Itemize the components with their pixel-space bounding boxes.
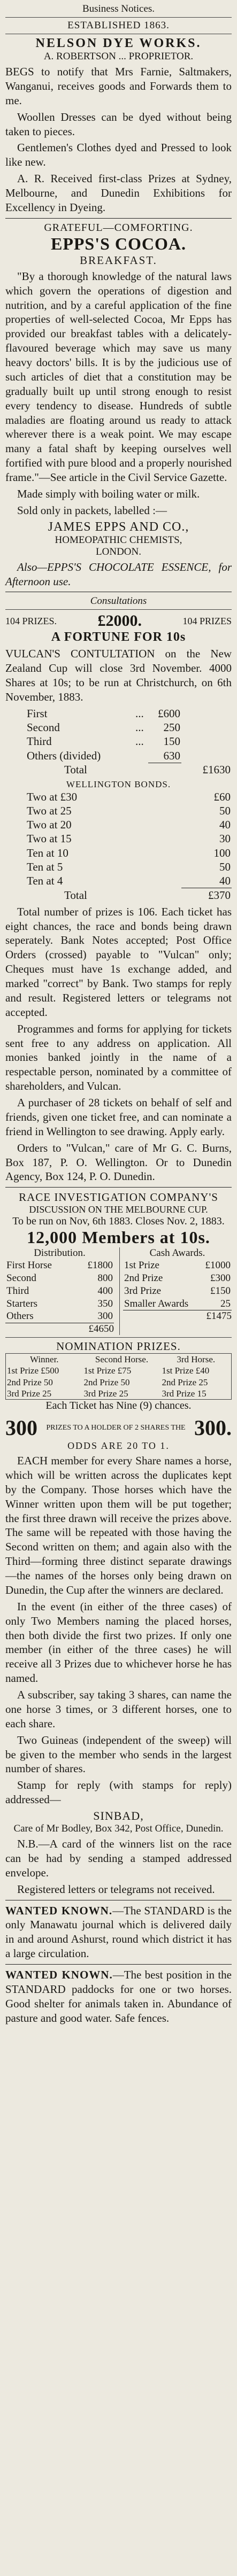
race-nb-2: Registered letters or telegrams not received.: [17, 1882, 215, 1896]
race-members: 12,000 Members at 10s.: [27, 1228, 210, 1247]
race-head: RACE INVESTIGATION COMPANY'S: [19, 1191, 218, 1204]
col-header: 3rd Horse.: [177, 1354, 216, 1364]
wanted-known-ad-2: [5, 1968, 232, 2026]
row-dots: ...: [135, 735, 144, 748]
dist-label: Others: [6, 1310, 34, 1322]
right-table: [123, 1259, 232, 1310]
consult-intro: VULCAN'S CONTULTATION on the New Zealand Cup will close 3rd November. 4000 Shares at 10s; to be run at Christchurch, on 6th November, 1883.: [5, 647, 232, 703]
table-row: [5, 818, 232, 832]
divider: [5, 1187, 232, 1188]
dye-proprietor: A. ROBERTSON ... PROPRIETOR.: [43, 51, 194, 62]
bonds-total-table: [5, 888, 232, 902]
prize300-line: [5, 1415, 232, 1440]
total-label: Total: [64, 763, 87, 777]
right-head: Cash Awards.: [149, 1247, 205, 1259]
consult-prize-line: [5, 612, 232, 630]
table-row: [123, 1259, 232, 1272]
bonds-table: [5, 790, 232, 888]
table-row: [5, 720, 232, 734]
table-row: [5, 749, 232, 763]
race-sig: SINBAD,: [93, 1809, 144, 1822]
bonds-total-label: Total: [64, 888, 87, 902]
left-head: Distribution.: [34, 1247, 86, 1259]
bonds-heading: WELLINGTON BONDS.: [66, 779, 171, 789]
dye-title: NELSON DYE WORKS.: [35, 36, 202, 50]
race-sub: DISCUSSION ON THE MELBOURNE CUP.: [29, 1204, 208, 1215]
bond-amount: £60: [213, 790, 231, 803]
table-row: [5, 1285, 114, 1298]
table-row: [6, 1365, 232, 1376]
race-sig-2: Care of Mr Bodley, Box 342, Post Office, Dunedin.: [13, 1823, 224, 1834]
nom-cell: 3rd Prize 15: [162, 1388, 207, 1399]
bonds-total-amount: £370: [181, 888, 232, 903]
nine-chances: Each Ticket has Nine (9) chances.: [45, 1400, 192, 1411]
bond-label: Ten at 5: [27, 860, 63, 873]
race-investigation-ad: [5, 1191, 232, 1896]
prizes-left: 104 PRIZES.: [5, 615, 57, 626]
consult-section-head: Consultations: [90, 595, 147, 607]
epps-chemists: HOMEOPATHIC CHEMISTS,: [55, 534, 182, 546]
dist-amount: 300: [97, 1310, 113, 1322]
table-row: [123, 1272, 232, 1285]
bond-label: Ten at 4: [27, 874, 63, 888]
nom-cell: 2nd Prize 50: [83, 1377, 130, 1387]
left-total: £4650: [5, 1323, 114, 1335]
divider: [5, 1337, 232, 1338]
nom-cell: 2nd Prize 50: [7, 1377, 53, 1387]
bond-amount: 40: [219, 818, 231, 832]
award-label: 3rd Prize: [124, 1285, 162, 1297]
race-body-4: Two Guineas (independent of the sweep) will be given to the member who sends in the largest number of shares.: [5, 1733, 232, 1775]
race-distribution: [5, 1247, 232, 1335]
wanted-head-2: WANTED KNOWN.: [5, 1968, 113, 1981]
award-amount: 25: [220, 1298, 231, 1309]
dye-works-ad: [5, 36, 232, 215]
consult-prize-table: [5, 707, 232, 777]
table-row: [6, 1377, 232, 1388]
col-header: Second Horse.: [95, 1354, 149, 1364]
odds: ODDS ARE 20 TO 1.: [67, 1440, 170, 1451]
wanted-body-1: —The STANDARD is the only Manawatu journal which is delivered daily in and around Ashurst, round which district it has a large circulation.: [5, 1904, 232, 1960]
table-row: [5, 860, 232, 874]
table-row: [5, 1310, 114, 1323]
row-dots: ...: [135, 721, 144, 734]
consult-body-3: A purchaser of 28 tickets on behalf of self and friends, given one ticket free, and can nominate a friend in Wellington to see drawing. Apply early.: [5, 1096, 232, 1138]
race-body-3: A subscriber, say taking 3 shares, can name the one horse 3 times, or 3 different horses, one to each share.: [5, 1688, 232, 1730]
row-dots: ...: [135, 707, 144, 720]
table-row: [6, 1388, 232, 1400]
table-row: [5, 1272, 114, 1285]
table-row: [5, 804, 232, 818]
table-row: [123, 1285, 232, 1298]
epps-title: EPPS'S COCOA.: [50, 234, 187, 253]
epps-made: Made simply with boiling water or milk.: [17, 487, 200, 500]
award-amount: £300: [210, 1273, 231, 1284]
dist-amount: 400: [97, 1285, 113, 1297]
divider: [5, 1964, 232, 1965]
epps-subtitle: BREAKFAST.: [80, 253, 157, 267]
dye-para-3: Gentlemen's Clothes dyed and Pressed to look like new.: [5, 141, 232, 169]
established-line: ESTABLISHED 1863.: [67, 20, 170, 31]
row-amount: 250: [163, 721, 180, 734]
race-body-1: EACH member for every Share names a horse, which will be written across the duplicates kept by the Company. Those horses which have the Winner written upon them will be put together; the first three drawn will receive the prizes above. The same will be repeated with those having the Second written on them; and again also with the Third—forming three distinct separate drawings—the names of the horses only being drawn on Dunedin, the Cup after the winners are declared.: [5, 1454, 232, 1596]
table-row: [5, 763, 232, 777]
prize300-right: 300.: [194, 1416, 232, 1440]
bond-amount: 40: [219, 874, 231, 888]
dye-para-2: Woollen Dresses can be dyed without being taken to pieces.: [5, 110, 232, 138]
wanted-head-1: WANTED KNOWN.: [5, 1904, 113, 1917]
epps-sold: Sold only in packets, labelled :—: [17, 503, 167, 517]
award-amount: £1000: [205, 1260, 231, 1271]
row-label: Second: [27, 721, 60, 734]
row-label: Third: [27, 735, 52, 748]
nom-cell: 1st Prize £40: [162, 1365, 210, 1376]
nom-cell: 1st Prize £75: [83, 1365, 132, 1376]
table-row: [5, 790, 232, 804]
distribution-right: [119, 1247, 232, 1335]
bond-amount: 50: [219, 804, 231, 817]
nom-cell: 3rd Prize 25: [7, 1388, 52, 1399]
row-amount: 630: [148, 749, 181, 763]
row-amount: £600: [158, 707, 180, 720]
bond-label: Two at 15: [27, 832, 72, 845]
dye-para-4: A. R. Received first-class Prizes at Sydney, Melbourne, and Dunedin Exhibitions for Excellency in Dyeing.: [5, 172, 232, 214]
epps-body: "By a thorough knowledge of the natural laws which govern the operations of digestion and nutrition, and by a careful application of the fine properties of well-selected Cocoa, Mr Epps has provided our breakfast tables with a delicately-flavoured beverage which may save us many heavy doctors' bills. It is by the judicious use of such articles of diet that a constitution may be gradually built up until strong enough to resist every tendency to disease. Hundreds of subtle maladies are floating around us ready to attack wherever there is a weak point. We may escape many a fatal shaft by keeping ourselves well fortified with pure blood and a properly nourished frame."—See article in the Civil Service Gazette.: [5, 269, 232, 484]
dist-label: Third: [6, 1285, 29, 1297]
race-text: To be run on Nov, 6th 1883. Closes Nov. 2, 1883.: [12, 1215, 225, 1228]
consultation-ad: [5, 595, 232, 1184]
dist-label: First Horse: [6, 1260, 52, 1271]
epps-cocoa-ad: [5, 222, 232, 589]
section-heading: Business Notices.: [82, 3, 155, 14]
table-header-row: [6, 1354, 232, 1365]
row-amount: 150: [163, 735, 180, 748]
epps-city: LONDON.: [96, 546, 141, 557]
nom-head: NOMINATION PRIZES.: [56, 1340, 181, 1353]
award-amount: £150: [210, 1285, 231, 1297]
nom-cell: 2nd Prize 25: [162, 1377, 208, 1387]
dist-amount: 800: [97, 1273, 113, 1284]
bond-amount: 50: [219, 860, 231, 873]
row-label: First: [27, 707, 48, 720]
distribution-left: [5, 1247, 114, 1335]
nomination-table: [5, 1353, 232, 1400]
table-row: [5, 888, 232, 903]
bond-amount: 100: [213, 846, 231, 859]
dist-amount: 350: [97, 1298, 113, 1309]
bond-label: Two at 25: [27, 804, 72, 817]
table-row: [5, 1298, 114, 1310]
consult-body-4: Orders to "Vulcan," care of Mr G. C. Burns, Box 187, P. O. Wellington. Or to Dunedin Agency, Box 124, P. O. Dunedin.: [5, 1141, 232, 1183]
prizes-right: 104 PRIZES: [182, 615, 232, 626]
nom-cell: 3rd Prize 25: [83, 1388, 128, 1399]
row-label: Others (divided): [27, 749, 101, 762]
divider: [5, 609, 232, 610]
table-row: [5, 832, 232, 845]
bond-label: Two at £30: [27, 790, 78, 803]
wanted-known-ad-1: [5, 1904, 232, 1961]
dist-label: Second: [6, 1273, 36, 1284]
dist-label: Starters: [6, 1298, 38, 1309]
fortune-line: A FORTUNE FOR 10s: [51, 630, 186, 645]
award-label: 2nd Prize: [124, 1273, 163, 1284]
epps-tagline: GRATEFUL—COMFORTING.: [44, 221, 193, 234]
table-row: [5, 707, 232, 720]
right-total: £1475: [123, 1310, 232, 1322]
table-row: [5, 874, 232, 888]
nom-cell: 1st Prize £500: [7, 1365, 59, 1376]
bond-label: Ten at 10: [27, 846, 68, 859]
consult-body-2: Programmes and forms for applying for tickets sent free to any address on application. All monies banked jointly in the name of a respectable person, nominated by a committee of shareholders, and Vulcan.: [5, 1022, 232, 1093]
epps-also: Also—EPPS'S CHOCOLATE ESSENCE, for Afternoon use.: [5, 560, 232, 588]
prize300-mid: PRIZES TO A HOLDER OF 2 SHARES THE: [46, 1423, 186, 1432]
race-body-5: Stamp for reply (with stamps for reply) addressed—: [5, 1779, 232, 1806]
epps-firm: JAMES EPPS AND CO.,: [48, 519, 189, 534]
table-row: [123, 1298, 232, 1310]
row-dots: [134, 749, 148, 763]
award-label: 1st Prize: [124, 1260, 159, 1271]
prize300-left: 300: [5, 1416, 37, 1440]
table-row: [5, 1259, 114, 1272]
dist-amount: £1800: [87, 1260, 113, 1271]
bond-amount: 30: [219, 832, 231, 845]
divider: [5, 17, 232, 18]
table-row: [5, 846, 232, 860]
left-table: [5, 1259, 114, 1323]
wanted-body-2: —The best position in the STANDARD paddocks for one or two horses. Good shelter for animals taken in. Abundance of pasture and good water. Safe fences.: [5, 1968, 232, 2024]
newspaper-column: [5, 0, 232, 2026]
race-nb-1: N.B.—A card of the winners list on the race can be had by sending a stamped addressed envelope.: [5, 1837, 232, 1879]
total-amount: £1630: [202, 763, 231, 777]
award-label: Smaller Awards: [124, 1298, 189, 1309]
dye-para-1: BEGS to notify that Mrs Farnie, Saltmakers, Wanganui, receives goods and Forwards them to me.: [5, 65, 232, 107]
bond-label: Two at 20: [27, 818, 72, 832]
race-body-2: In the event (in either of the three cases) of only Two Members naming the placed horses, then both divide the first two prizes. If only one member (in either of the three cases) he will receive all 3 Prizes due to whichever horse he has named.: [5, 1600, 232, 1685]
col-header: Winner.: [29, 1354, 59, 1364]
table-row: [5, 734, 232, 748]
consult-body-1: Total number of prizes is 106. Each ticket has eight chances, the race and bonds being drawn seperately. Bank Notes accepted; Post Office Orders (crossed) payable to "Vulcan" only; Cheques must have 1s exchange added, and marked "correct" by Bank. Two stamps for reply and result. Registered letters or telegrams not accepted.: [5, 905, 232, 1019]
divider: [5, 218, 232, 219]
prize-amount: £2000.: [97, 612, 142, 630]
